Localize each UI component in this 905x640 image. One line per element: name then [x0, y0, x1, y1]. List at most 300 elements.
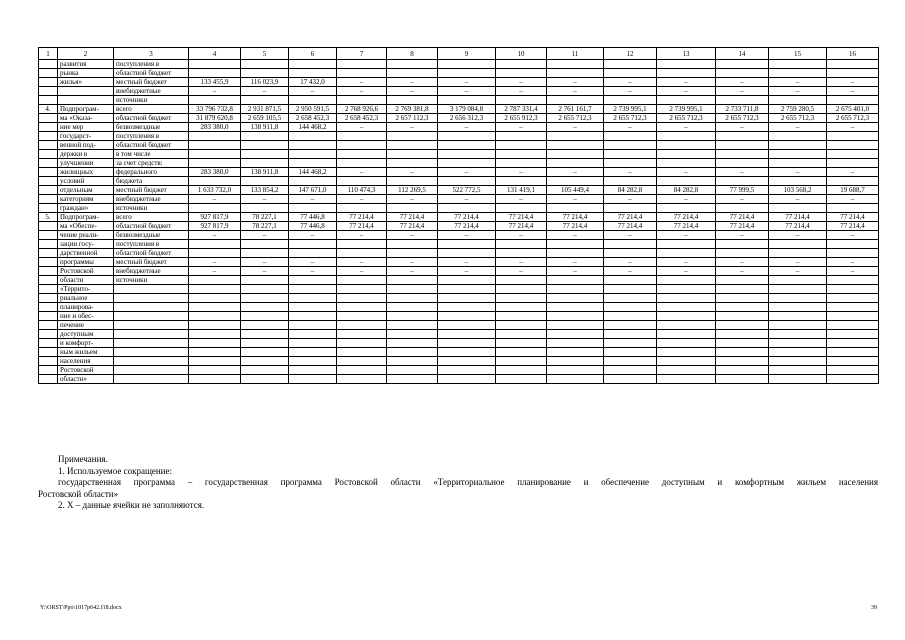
- value-cell: –: [289, 87, 337, 96]
- value-cell: –: [604, 258, 657, 267]
- value-cell: [496, 60, 547, 69]
- value-cell: 103 568,2: [769, 186, 827, 195]
- header-cell: 6: [289, 48, 337, 60]
- value-cell: 2 769 381,8: [387, 105, 438, 114]
- value-cell: [716, 159, 769, 168]
- value-cell: [496, 276, 547, 285]
- value-cell: [604, 69, 657, 78]
- value-cell: [289, 240, 337, 249]
- value-cell: [716, 312, 769, 321]
- program-name-cell: области: [58, 276, 114, 285]
- header-cell: 2: [58, 48, 114, 60]
- program-name-cell: «Террито-: [58, 285, 114, 294]
- value-cell: [827, 150, 879, 159]
- value-cell: [337, 150, 387, 159]
- value-cell: [289, 366, 337, 375]
- row-number-cell: [39, 123, 58, 132]
- value-cell: [604, 312, 657, 321]
- value-cell: [769, 303, 827, 312]
- table-header-row: [39, 48, 879, 60]
- table-row: [39, 96, 879, 105]
- value-cell: [337, 375, 387, 384]
- value-cell: [387, 357, 438, 366]
- value-cell: [827, 60, 879, 69]
- value-cell: [438, 330, 496, 339]
- value-cell: [387, 150, 438, 159]
- funding-source-cell: в том числе: [114, 150, 189, 159]
- value-cell: –: [769, 267, 827, 276]
- value-cell: [496, 69, 547, 78]
- row-number-cell: [39, 132, 58, 141]
- value-cell: [547, 312, 604, 321]
- value-cell: [547, 303, 604, 312]
- value-cell: [438, 285, 496, 294]
- value-cell: [657, 141, 716, 150]
- value-cell: [387, 204, 438, 213]
- value-cell: –: [289, 231, 337, 240]
- value-cell: –: [189, 267, 241, 276]
- header-cell: 9: [438, 48, 496, 60]
- value-cell: [496, 132, 547, 141]
- value-cell: [337, 330, 387, 339]
- value-cell: [769, 285, 827, 294]
- value-cell: [827, 69, 879, 78]
- table-row: [39, 330, 879, 339]
- header-cell: 15: [769, 48, 827, 60]
- value-cell: –: [189, 195, 241, 204]
- value-cell: 105 449,4: [547, 186, 604, 195]
- value-cell: [387, 348, 438, 357]
- value-cell: –: [716, 267, 769, 276]
- value-cell: [769, 339, 827, 348]
- value-cell: –: [337, 231, 387, 240]
- value-cell: 77 214,4: [716, 213, 769, 222]
- table-row: [39, 312, 879, 321]
- value-cell: [769, 312, 827, 321]
- value-cell: [337, 69, 387, 78]
- row-number-cell: [39, 222, 58, 231]
- value-cell: –: [716, 123, 769, 132]
- row-number-cell: [39, 69, 58, 78]
- program-name-cell: отдельным: [58, 186, 114, 195]
- value-cell: –: [827, 258, 879, 267]
- row-number-cell: [39, 375, 58, 384]
- value-cell: 133 455,9: [189, 78, 241, 87]
- value-cell: [496, 150, 547, 159]
- funding-source-cell: областной бюджет: [114, 141, 189, 150]
- row-number-cell: [39, 195, 58, 204]
- value-cell: [438, 69, 496, 78]
- value-cell: [657, 312, 716, 321]
- value-cell: [189, 132, 241, 141]
- value-cell: –: [337, 258, 387, 267]
- value-cell: [289, 249, 337, 258]
- header-cell: 14: [716, 48, 769, 60]
- program-name-cell: Ростовской: [58, 267, 114, 276]
- header-cell: 1: [39, 48, 58, 60]
- value-cell: 2 658 452,3: [289, 114, 337, 123]
- value-cell: [716, 348, 769, 357]
- row-number-cell: [39, 294, 58, 303]
- value-cell: [189, 375, 241, 384]
- value-cell: 77 214,4: [547, 222, 604, 231]
- row-number-cell: [39, 267, 58, 276]
- value-cell: 110 474,3: [337, 186, 387, 195]
- value-cell: 84 282,8: [604, 186, 657, 195]
- value-cell: –: [604, 195, 657, 204]
- value-cell: [387, 375, 438, 384]
- row-number-cell: [39, 141, 58, 150]
- header-cell: 5: [241, 48, 289, 60]
- value-cell: [716, 60, 769, 69]
- notes-line-2: государственная программа – государственная программа Ростовской области «Территориальное планирование и обеспечение доступным и комфортным жильем населения: [58, 477, 878, 487]
- value-cell: –: [827, 87, 879, 96]
- funding-source-cell: [114, 294, 189, 303]
- program-name-cell: жилья»: [58, 78, 114, 87]
- value-cell: [769, 294, 827, 303]
- table-row: [39, 294, 879, 303]
- value-cell: [604, 339, 657, 348]
- value-cell: [657, 132, 716, 141]
- value-cell: [289, 177, 337, 186]
- program-name-cell: зации госу-: [58, 240, 114, 249]
- table-row: [39, 123, 879, 132]
- value-cell: –: [657, 195, 716, 204]
- value-cell: [769, 132, 827, 141]
- table-row: [39, 231, 879, 240]
- value-cell: [604, 375, 657, 384]
- program-name-cell: развития: [58, 60, 114, 69]
- funding-source-cell: [114, 375, 189, 384]
- value-cell: [189, 249, 241, 258]
- value-cell: [438, 132, 496, 141]
- value-cell: 77 214,4: [657, 213, 716, 222]
- funding-source-cell: внебюджетные: [114, 195, 189, 204]
- value-cell: 2 931 871,5: [241, 105, 289, 114]
- program-name-cell: держки в: [58, 150, 114, 159]
- value-cell: 116 023,9: [241, 78, 289, 87]
- value-cell: [657, 96, 716, 105]
- value-cell: [496, 96, 547, 105]
- funding-source-cell: областной бюджет: [114, 69, 189, 78]
- value-cell: –: [387, 267, 438, 276]
- value-cell: 1 633 732,0: [189, 186, 241, 195]
- value-cell: –: [769, 231, 827, 240]
- value-cell: –: [337, 123, 387, 132]
- value-cell: [241, 141, 289, 150]
- value-cell: 77 214,4: [496, 213, 547, 222]
- value-cell: 77 446,8: [289, 222, 337, 231]
- value-cell: –: [189, 87, 241, 96]
- row-number-cell: [39, 249, 58, 258]
- value-cell: [547, 357, 604, 366]
- value-cell: [387, 366, 438, 375]
- value-cell: 2 657 112,3: [387, 114, 438, 123]
- value-cell: 77 214,4: [604, 222, 657, 231]
- funding-source-cell: местный бюджет: [114, 78, 189, 87]
- value-cell: –: [769, 168, 827, 177]
- table-row: [39, 105, 879, 114]
- value-cell: [716, 375, 769, 384]
- value-cell: [716, 321, 769, 330]
- value-cell: –: [547, 87, 604, 96]
- value-cell: [716, 366, 769, 375]
- value-cell: –: [604, 231, 657, 240]
- value-cell: 2 655 712,3: [604, 114, 657, 123]
- header-cell: 12: [604, 48, 657, 60]
- funding-source-cell: областной бюджет: [114, 249, 189, 258]
- value-cell: [438, 375, 496, 384]
- value-cell: [657, 150, 716, 159]
- value-cell: [387, 312, 438, 321]
- row-number-cell: [39, 204, 58, 213]
- value-cell: 77 214,4: [438, 222, 496, 231]
- value-cell: –: [241, 87, 289, 96]
- value-cell: [604, 348, 657, 357]
- value-cell: –: [289, 258, 337, 267]
- value-cell: 2 950 591,5: [289, 105, 337, 114]
- value-cell: [241, 303, 289, 312]
- table-row: [39, 321, 879, 330]
- value-cell: [496, 249, 547, 258]
- value-cell: [769, 348, 827, 357]
- funding-source-cell: федерального: [114, 168, 189, 177]
- table-row: [39, 366, 879, 375]
- table-row: [39, 267, 879, 276]
- value-cell: [657, 285, 716, 294]
- value-cell: –: [438, 123, 496, 132]
- program-name-cell: ние мер: [58, 123, 114, 132]
- value-cell: [189, 330, 241, 339]
- value-cell: [387, 177, 438, 186]
- funding-source-cell: областной бюджет: [114, 222, 189, 231]
- value-cell: –: [716, 195, 769, 204]
- value-cell: –: [496, 87, 547, 96]
- value-cell: [604, 276, 657, 285]
- value-cell: 77 214,4: [387, 222, 438, 231]
- value-cell: [827, 276, 879, 285]
- value-cell: 2 739 995,1: [657, 105, 716, 114]
- value-cell: 2 656 312,3: [438, 114, 496, 123]
- value-cell: –: [496, 123, 547, 132]
- value-cell: –: [438, 78, 496, 87]
- value-cell: [716, 69, 769, 78]
- value-cell: [387, 276, 438, 285]
- value-cell: [827, 330, 879, 339]
- value-cell: [496, 141, 547, 150]
- value-cell: 138 911,8: [241, 123, 289, 132]
- value-cell: –: [241, 195, 289, 204]
- value-cell: –: [387, 258, 438, 267]
- value-cell: [547, 276, 604, 285]
- value-cell: [337, 366, 387, 375]
- value-cell: [496, 204, 547, 213]
- value-cell: 133 854,2: [241, 186, 289, 195]
- row-number-cell: [39, 114, 58, 123]
- program-name-cell: и комфорт-: [58, 339, 114, 348]
- value-cell: [241, 150, 289, 159]
- value-cell: –: [769, 195, 827, 204]
- value-cell: [289, 312, 337, 321]
- funding-source-cell: [114, 348, 189, 357]
- value-cell: 77 214,4: [769, 222, 827, 231]
- row-number-cell: [39, 168, 58, 177]
- program-name-cell: ным жильем: [58, 348, 114, 357]
- row-number-cell: [39, 366, 58, 375]
- value-cell: [387, 141, 438, 150]
- table-row: [39, 285, 879, 294]
- value-cell: [604, 60, 657, 69]
- program-name-cell: дарственной: [58, 249, 114, 258]
- value-cell: 2 761 161,7: [547, 105, 604, 114]
- value-cell: [438, 150, 496, 159]
- value-cell: [716, 357, 769, 366]
- value-cell: [769, 357, 827, 366]
- notes-line-1: 1. Используемое сокращение:: [58, 465, 172, 476]
- value-cell: 2 759 280,5: [769, 105, 827, 114]
- table-row: [39, 213, 879, 222]
- value-cell: [769, 69, 827, 78]
- value-cell: [716, 276, 769, 285]
- value-cell: [547, 285, 604, 294]
- value-cell: [769, 330, 827, 339]
- page-number: 39: [871, 605, 877, 611]
- value-cell: 927 817,9: [189, 222, 241, 231]
- value-cell: [657, 294, 716, 303]
- program-name-cell: [58, 96, 114, 105]
- value-cell: [547, 60, 604, 69]
- value-cell: [769, 150, 827, 159]
- funding-source-cell: всего: [114, 105, 189, 114]
- value-cell: 522 772,5: [438, 186, 496, 195]
- value-cell: [337, 348, 387, 357]
- value-cell: [387, 240, 438, 249]
- funding-source-cell: бюджета: [114, 177, 189, 186]
- value-cell: –: [604, 78, 657, 87]
- value-cell: [496, 303, 547, 312]
- value-cell: –: [716, 168, 769, 177]
- value-cell: –: [547, 78, 604, 87]
- value-cell: [827, 177, 879, 186]
- value-cell: –: [547, 231, 604, 240]
- value-cell: 17 432,0: [289, 78, 337, 87]
- value-cell: [496, 366, 547, 375]
- funding-source-cell: источники: [114, 276, 189, 285]
- table-row: [39, 222, 879, 231]
- value-cell: [604, 132, 657, 141]
- footer-file-path: Y:\ORST\Ppo\1017p642.f18.docx: [40, 605, 122, 611]
- value-cell: [657, 159, 716, 168]
- table-row: [39, 204, 879, 213]
- value-cell: [547, 348, 604, 357]
- value-cell: [438, 159, 496, 168]
- value-cell: [827, 303, 879, 312]
- value-cell: [289, 294, 337, 303]
- header-cell: 3: [114, 48, 189, 60]
- table-row: [39, 357, 879, 366]
- value-cell: [604, 141, 657, 150]
- value-cell: [827, 141, 879, 150]
- value-cell: [769, 96, 827, 105]
- value-cell: –: [438, 267, 496, 276]
- value-cell: [657, 240, 716, 249]
- value-cell: [827, 312, 879, 321]
- row-number-cell: [39, 177, 58, 186]
- value-cell: 77 214,4: [547, 213, 604, 222]
- value-cell: –: [289, 267, 337, 276]
- value-cell: [337, 303, 387, 312]
- program-name-cell: ние и обес-: [58, 312, 114, 321]
- value-cell: [438, 294, 496, 303]
- value-cell: [604, 96, 657, 105]
- notes-title: Примечания.: [58, 454, 108, 464]
- funding-source-cell: источники: [114, 96, 189, 105]
- value-cell: –: [547, 123, 604, 132]
- header-cell: 8: [387, 48, 438, 60]
- value-cell: [289, 204, 337, 213]
- value-cell: 2 787 331,4: [496, 105, 547, 114]
- value-cell: [657, 303, 716, 312]
- value-cell: [496, 339, 547, 348]
- value-cell: [189, 276, 241, 285]
- value-cell: [241, 96, 289, 105]
- value-cell: [604, 240, 657, 249]
- value-cell: 77 214,4: [337, 213, 387, 222]
- value-cell: [241, 339, 289, 348]
- value-cell: –: [657, 258, 716, 267]
- table-row: [39, 303, 879, 312]
- value-cell: [827, 285, 879, 294]
- value-cell: [716, 285, 769, 294]
- value-cell: [769, 204, 827, 213]
- value-cell: [657, 375, 716, 384]
- value-cell: [657, 249, 716, 258]
- value-cell: 77 214,4: [657, 222, 716, 231]
- value-cell: [337, 240, 387, 249]
- notes-line-3: Ростовской области»: [38, 488, 119, 499]
- value-cell: [827, 366, 879, 375]
- row-number-cell: [39, 231, 58, 240]
- funding-source-cell: [114, 321, 189, 330]
- value-cell: [438, 321, 496, 330]
- notes-section: [38, 454, 878, 512]
- value-cell: [289, 357, 337, 366]
- table-row: [39, 375, 879, 384]
- value-cell: [604, 204, 657, 213]
- value-cell: [337, 132, 387, 141]
- row-number-cell: [39, 240, 58, 249]
- value-cell: [189, 366, 241, 375]
- value-cell: 144 468,2: [289, 123, 337, 132]
- value-cell: –: [827, 195, 879, 204]
- value-cell: [289, 141, 337, 150]
- value-cell: –: [547, 195, 604, 204]
- value-cell: [241, 330, 289, 339]
- value-cell: [657, 276, 716, 285]
- value-cell: [241, 240, 289, 249]
- value-cell: [337, 159, 387, 168]
- value-cell: [496, 330, 547, 339]
- value-cell: [827, 375, 879, 384]
- value-cell: 77 999,5: [716, 186, 769, 195]
- header-cell: 7: [337, 48, 387, 60]
- value-cell: [189, 159, 241, 168]
- header-cell: 10: [496, 48, 547, 60]
- row-number-cell: 4.: [39, 105, 58, 114]
- value-cell: [547, 150, 604, 159]
- value-cell: [716, 240, 769, 249]
- value-cell: –: [387, 78, 438, 87]
